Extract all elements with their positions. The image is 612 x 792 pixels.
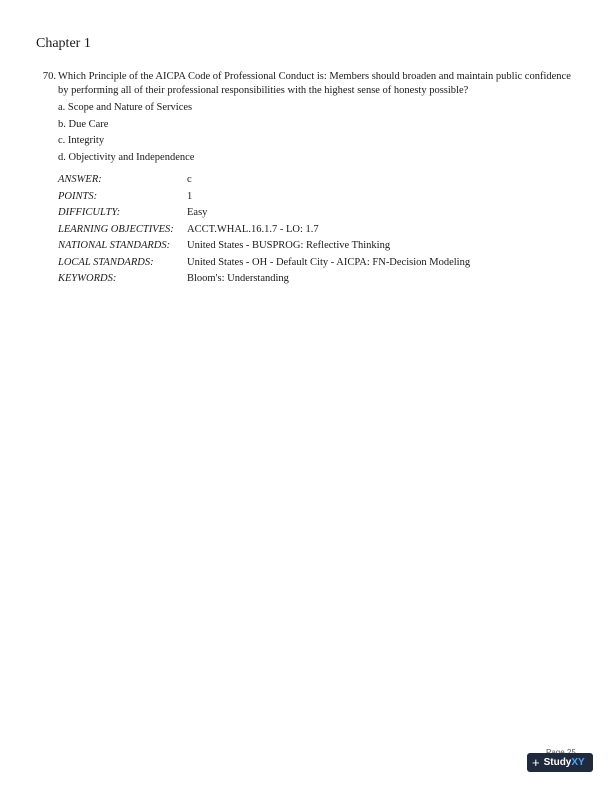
meta-value: Bloom's: Understanding [187, 273, 289, 284]
meta-label: ANSWER: [58, 174, 102, 185]
meta-row-learning-objectives [58, 222, 470, 239]
meta-row-national-standards [58, 238, 470, 255]
meta-label: DIFFICULTY: [58, 207, 121, 218]
question-block [36, 70, 576, 166]
meta-row-keywords [58, 271, 470, 288]
choice-b: b. Due Care [58, 118, 109, 130]
question-number: 70. [42, 71, 56, 82]
meta-row-answer [58, 172, 470, 189]
answer-metadata [58, 172, 470, 288]
meta-value: ACCT.WHAL.16.1.7 - LO: 1.7 [187, 223, 319, 235]
brand-name [544, 757, 585, 768]
studyxy-badge[interactable] [527, 753, 593, 772]
choice-a: a. Scope and Nature of Services [58, 102, 193, 113]
meta-label: POINTS: [58, 190, 98, 202]
question-text: Which Principle of the AICPA Code of Professional Conduct is: Members should broaden and maintain public confidence by performing all of their professional responsibilities with the highest sense of honesty possible? [58, 71, 571, 96]
meta-row-difficulty [58, 205, 470, 222]
meta-label: NATIONAL STANDARDS: [58, 240, 171, 251]
meta-value: 1 [187, 190, 193, 202]
meta-label: KEYWORDS: [58, 273, 117, 284]
choice-d: d. Objectivity and Independence [58, 151, 195, 163]
meta-value: United States - OH - Default City - AICPA: FN-Decision Modeling [187, 256, 471, 268]
meta-value: c [187, 174, 192, 185]
meta-value: Easy [187, 207, 208, 218]
chapter-heading: Chapter 1 [36, 36, 91, 51]
choice-list [58, 100, 576, 166]
brand-xy: XY [571, 757, 585, 768]
meta-row-points [58, 189, 470, 206]
plus-icon: + [532, 755, 540, 770]
choice-c: c. Integrity [58, 135, 105, 146]
meta-value: United States - BUSPROG: Reflective Thinking [187, 240, 391, 251]
meta-label: LOCAL STANDARDS: [58, 256, 154, 268]
brand-study: Study [543, 757, 572, 768]
meta-label: LEARNING OBJECTIVES: [58, 223, 174, 235]
meta-row-local-standards [58, 255, 470, 272]
